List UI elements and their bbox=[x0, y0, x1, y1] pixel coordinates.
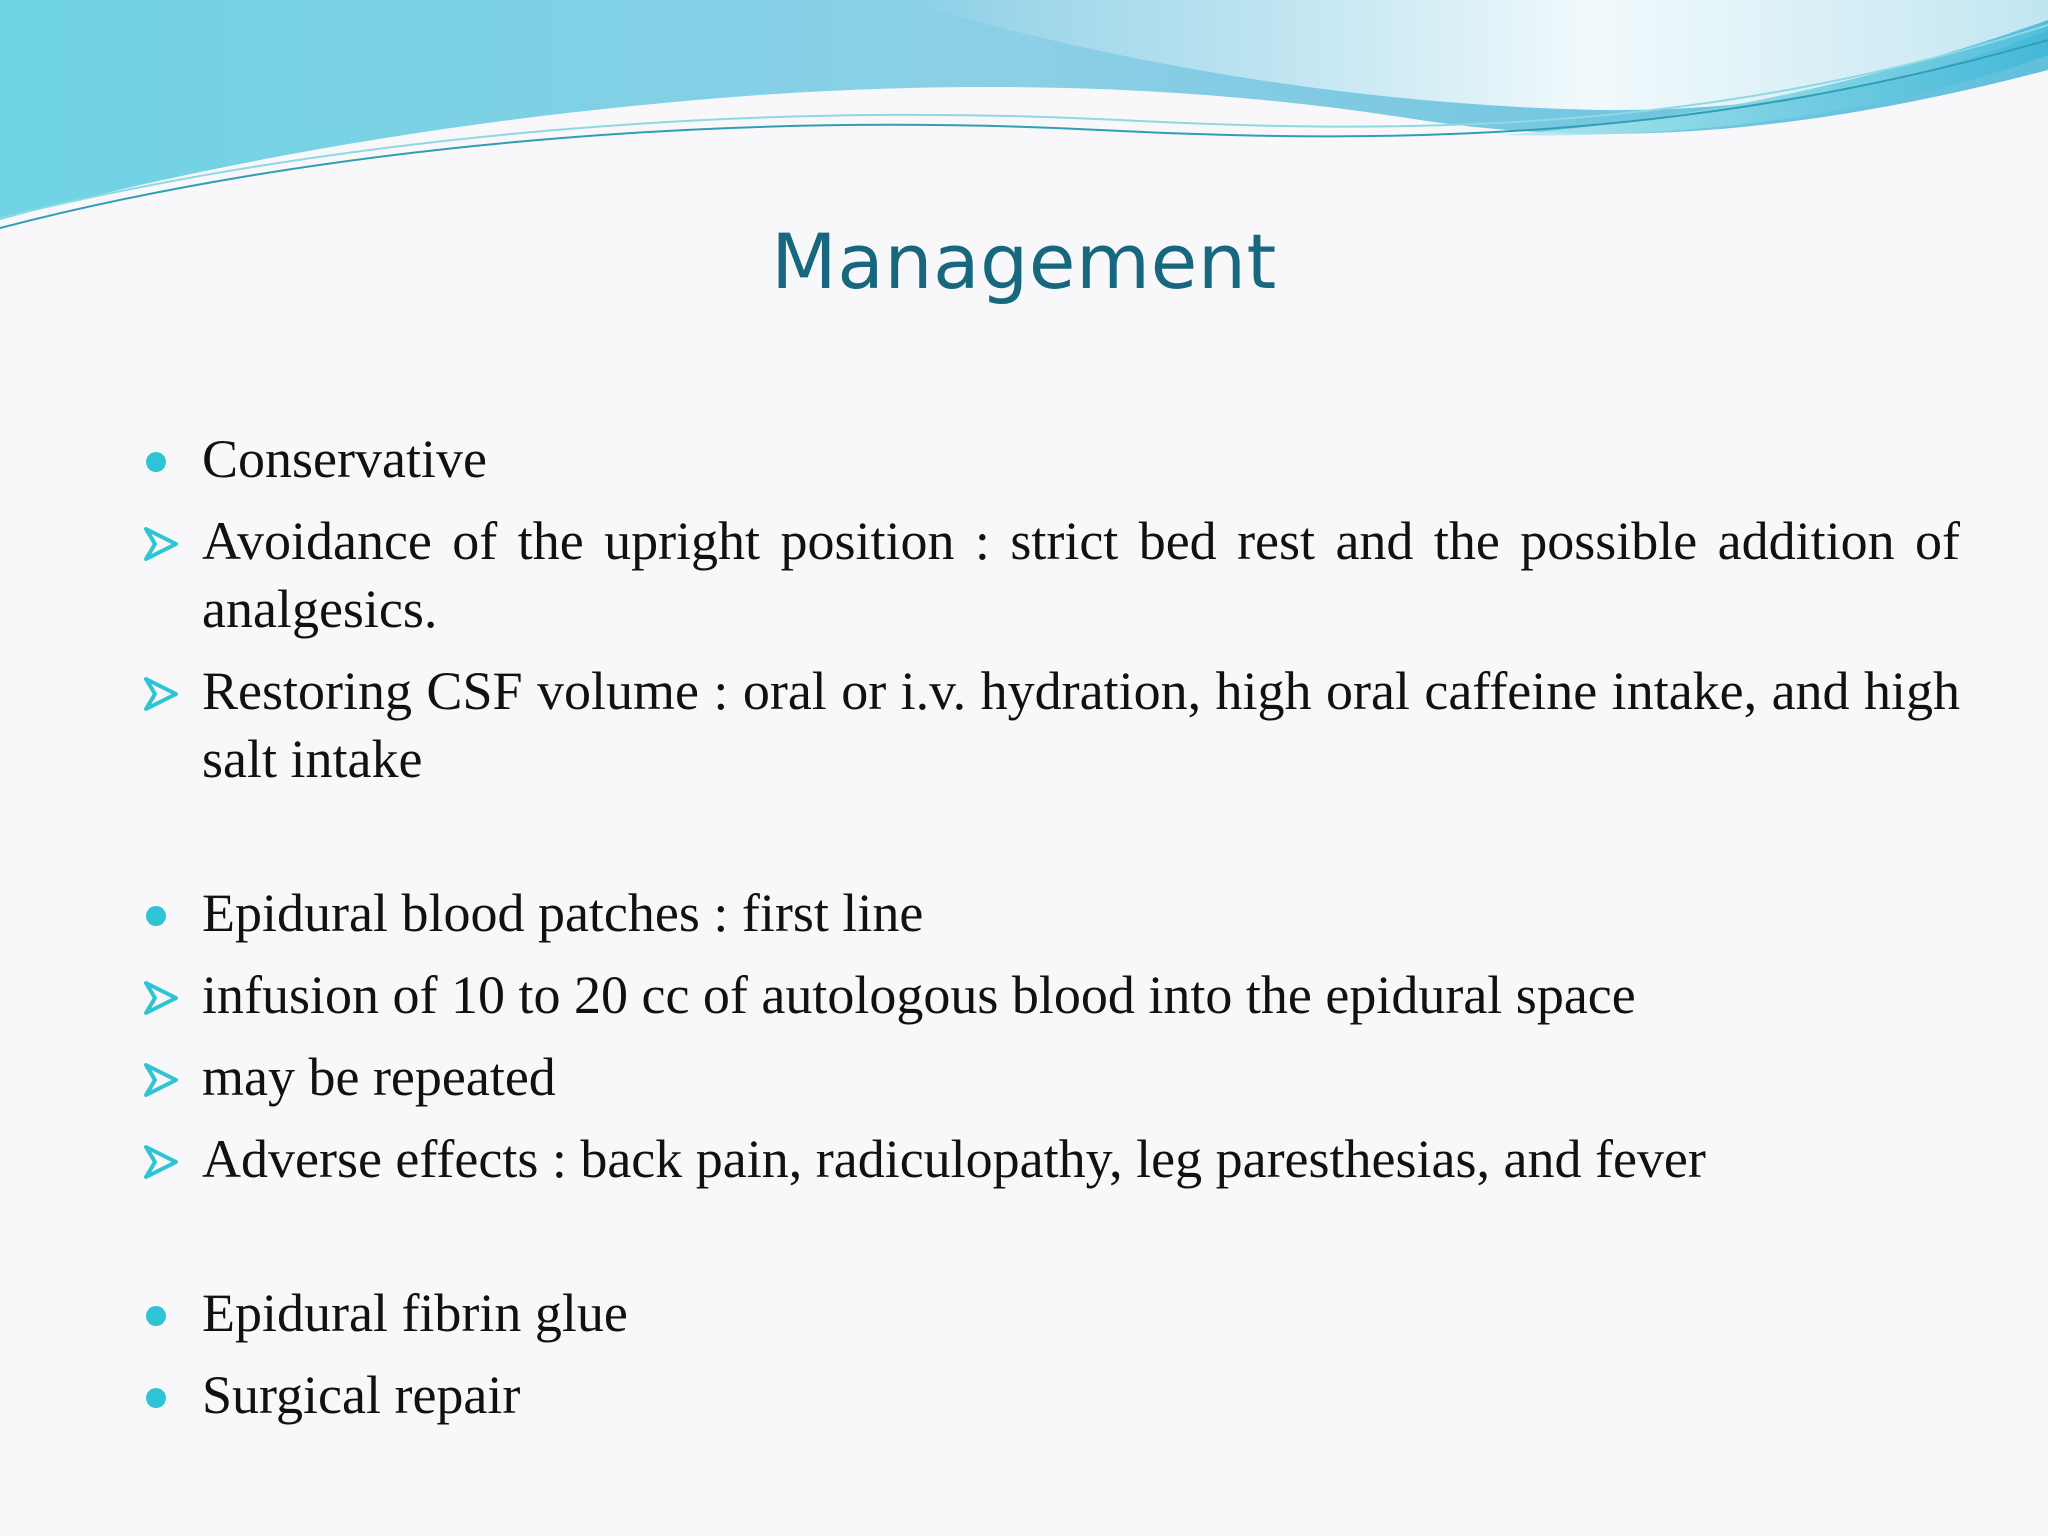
list-item bbox=[142, 1361, 1960, 1429]
list-item-text: may be repeated bbox=[202, 1047, 556, 1107]
list-item bbox=[142, 657, 1960, 793]
arrow-bullet-icon bbox=[142, 657, 182, 725]
slide-title: Management bbox=[771, 217, 1277, 306]
list-item-text: Conservative bbox=[202, 429, 487, 489]
arrow-bullet-icon bbox=[142, 507, 182, 575]
list-item-text: infusion of 10 to 20 cc of autologous blood into the epidural space bbox=[202, 965, 1636, 1025]
list-item bbox=[142, 1043, 1960, 1111]
arrow-bullet-icon bbox=[142, 1043, 182, 1111]
decorative-wave-banner bbox=[0, 0, 2048, 240]
list-item bbox=[142, 1279, 1960, 1347]
list-item bbox=[142, 879, 1960, 947]
list-item-text: Adverse effects : back pain, radiculopathy, leg paresthesias, and fever bbox=[202, 1129, 1706, 1189]
list-item bbox=[142, 961, 1960, 1029]
arrow-bullet-icon bbox=[142, 1125, 182, 1193]
dot-bullet-icon bbox=[142, 879, 182, 947]
list-item-text: Avoidance of the upright position : strict bed rest and the possible addition of analgesics. bbox=[202, 511, 1960, 639]
list-item bbox=[142, 425, 1960, 493]
list-item bbox=[142, 507, 1960, 643]
dot-bullet-icon bbox=[142, 1279, 182, 1347]
list-item-text: Epidural blood patches : first line bbox=[202, 883, 924, 943]
list-item-text: Restoring CSF volume : oral or i.v. hydration, high oral caffeine intake, and high salt intake bbox=[202, 661, 1960, 789]
dot-bullet-icon bbox=[142, 1361, 182, 1429]
bullet-list bbox=[142, 425, 1960, 1443]
list-item bbox=[142, 1125, 1960, 1193]
list-item-text: Surgical repair bbox=[202, 1365, 521, 1425]
dot-bullet-icon bbox=[142, 425, 182, 493]
arrow-bullet-icon bbox=[142, 961, 182, 1029]
list-item-text: Epidural fibrin glue bbox=[202, 1283, 628, 1343]
